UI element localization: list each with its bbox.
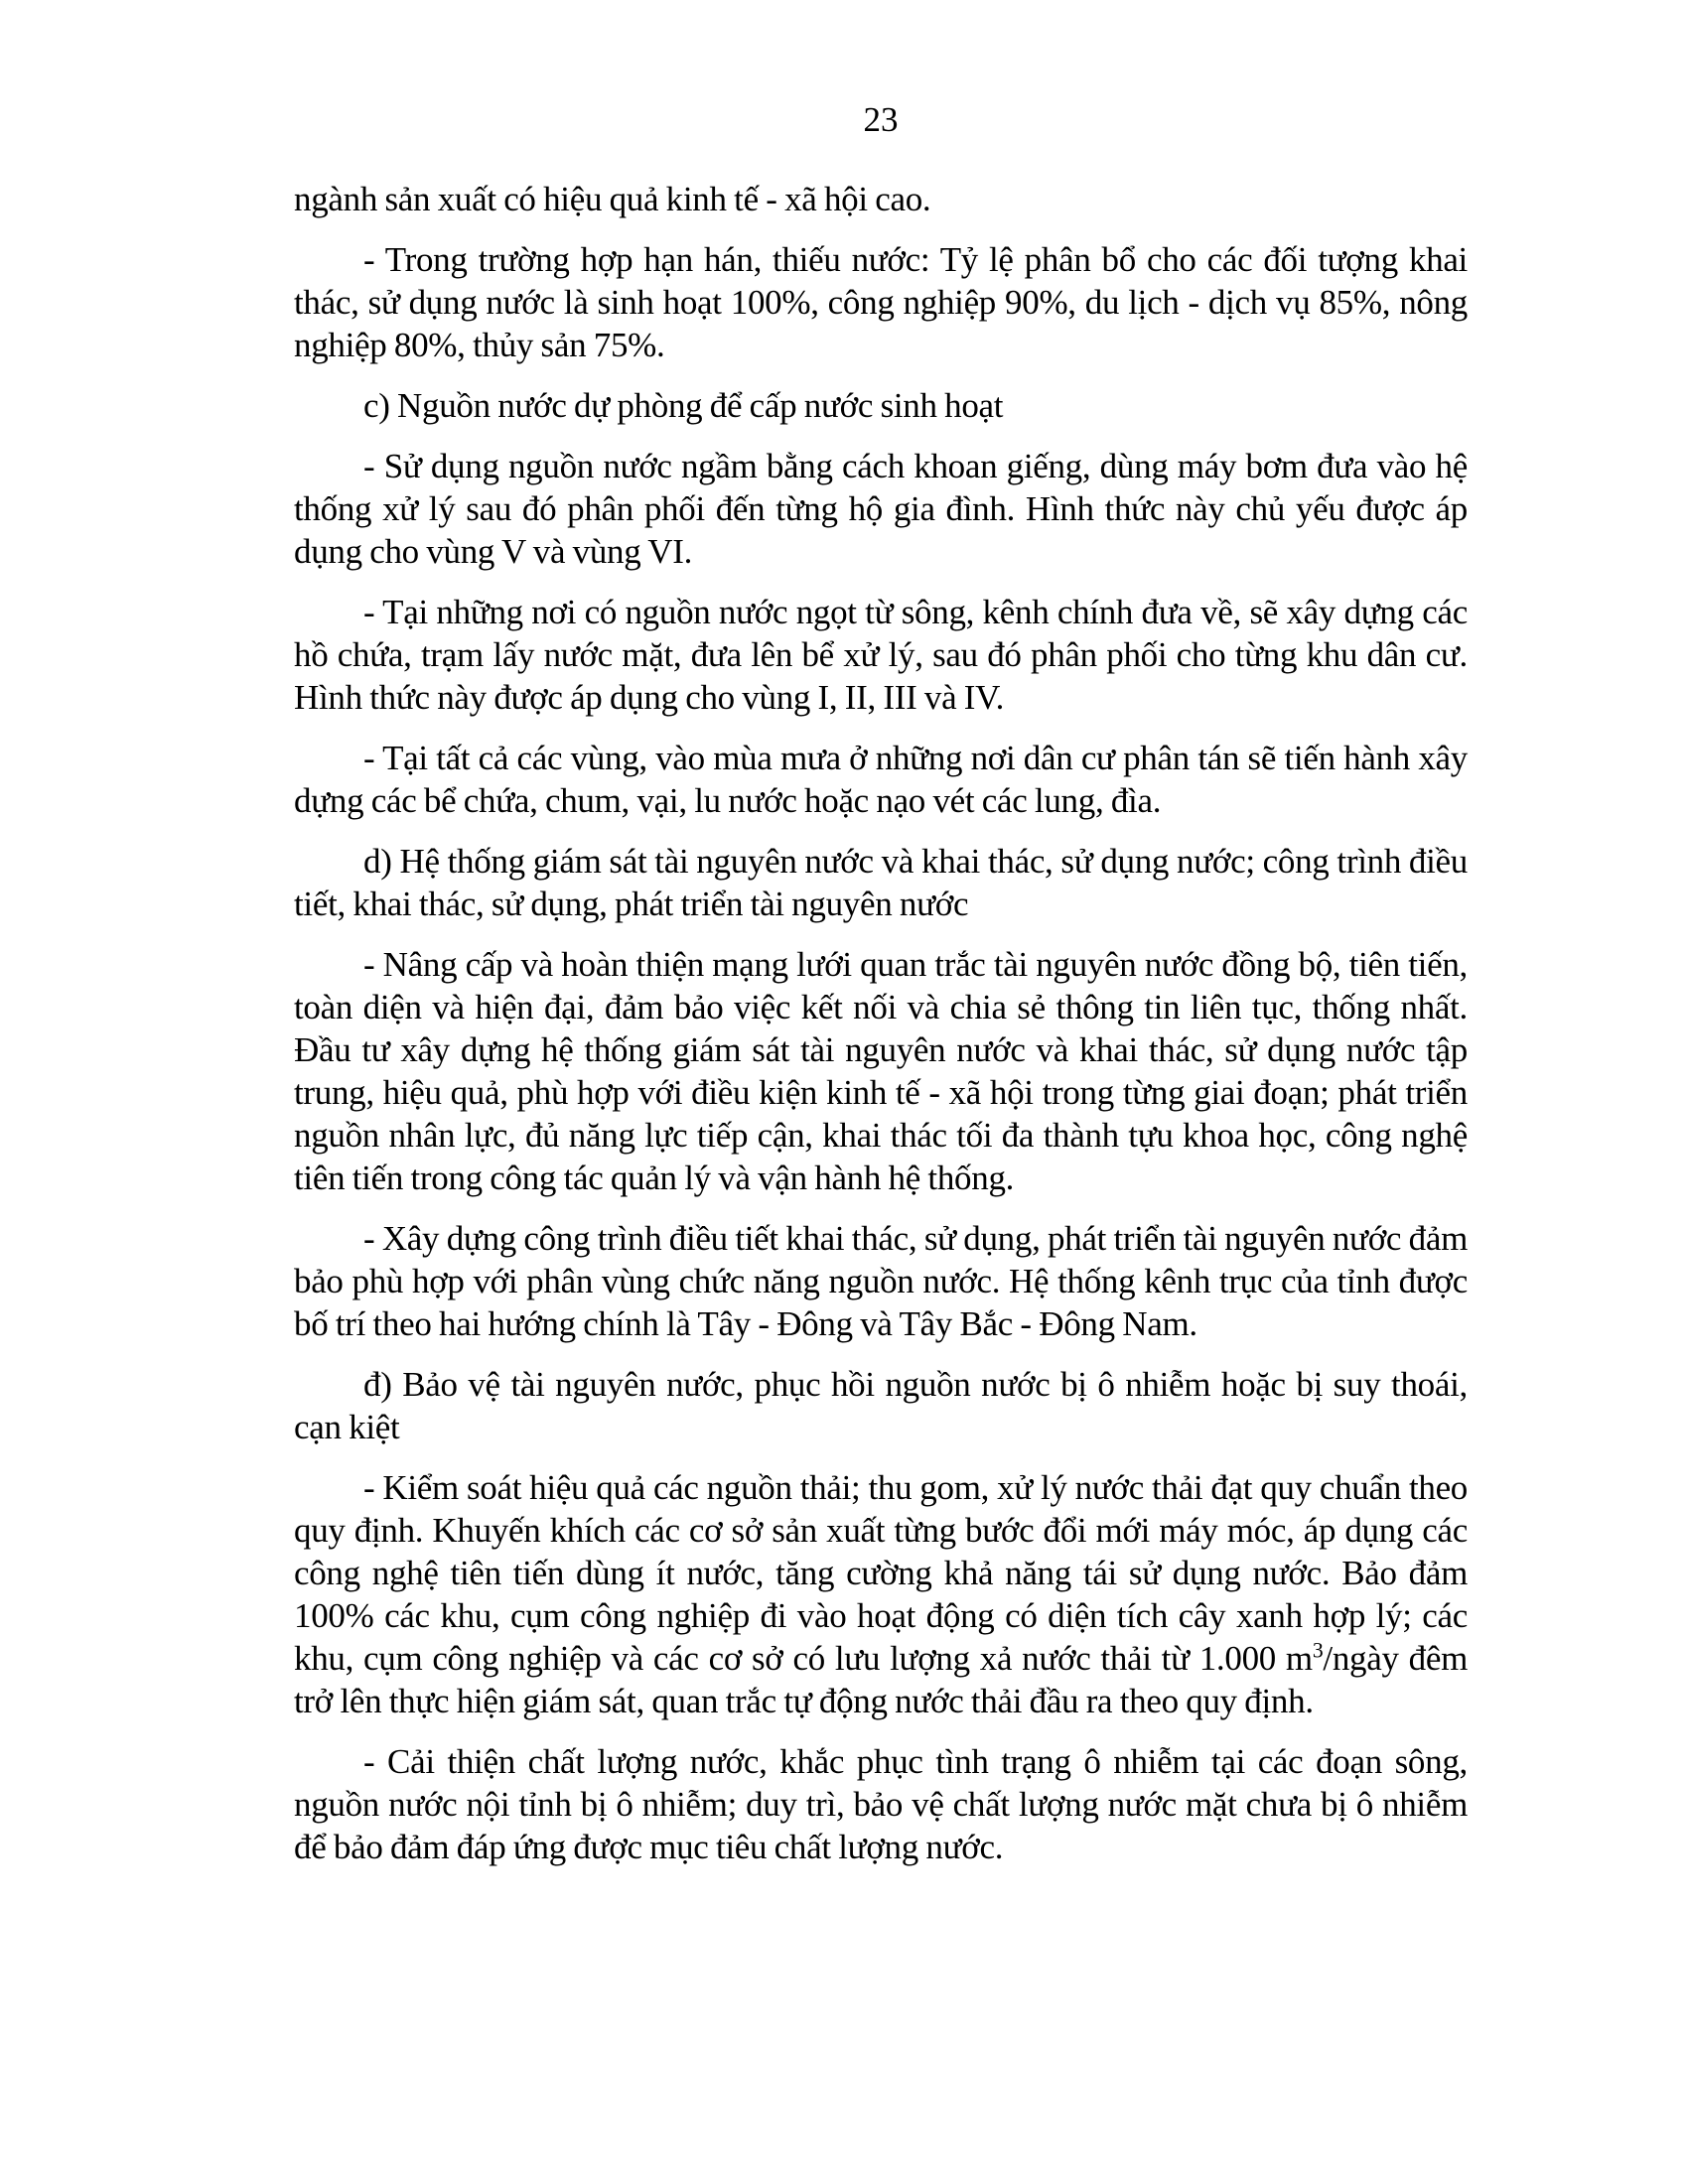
heading-c-backup-water-source: c) Nguồn nước dự phòng để cấp nước sinh hoạt (363, 386, 1004, 425)
paragraph-rainwater-storage: - Tại tất cả các vùng, vào mùa mưa ở những nơi dân cư phân tán sẽ tiến hành xây dựng các bể chứa, chum, vại, lu nước hoặc nạo vét các lung, đìa. (294, 739, 1468, 820)
paragraph-groundwater-wells: - Sử dụng nguồn nước ngầm bằng cách khoan giếng, dùng máy bơm đưa vào hệ thống xử lý sau đó phân phối đến từng hộ gia đình. Hình thức này chủ yếu được áp dụng cho vùng V và vùng VI. (294, 447, 1468, 571)
paragraph-monitoring-network-upgrade: - Nâng cấp và hoàn thiện mạng lưới quan trắc tài nguyên nước đồng bộ, tiên tiến, toàn diện và hiện đại, đảm bảo việc kết nối và chia sẻ thông tin liên tục, thống nhất. Đầu tư xây dựng hệ thống giám sát tài nguyên nước và khai thác, sử dụng nước tập trung, hiệu quả, phù hợp với điều kiện kinh tế - xã hội trong từng giai đoạn; phát triển nguồn nhân lực, đủ năng lực tiếp cận, khai thác tối đa thành tựu khoa học, công nghệ tiên tiến trong công tác quản lý và vận hành hệ thống. (294, 945, 1468, 1197)
paragraph-intro-continuation: ngành sản xuất có hiệu quả kinh tế - xã hội cao. (294, 180, 931, 218)
cubic-meter-superscript: 3 (1312, 1638, 1324, 1663)
paragraph-drought-allocation: - Trong trường hợp hạn hán, thiếu nước: Tỷ lệ phân bổ cho các đối tượng khai thác, sử dụng nước là sinh hoạt 100%, công nghiệp 90%, du lịch - dịch vụ 85%, nông nghiệp 80%, thủy sản 75%. (294, 240, 1468, 364)
heading-d-monitoring-system: d) Hệ thống giám sát tài nguyên nước và khai thác, sử dụng nước; công trình điều tiết, khai thác, sử dụng, phát triển tài nguyên nước (294, 842, 1468, 923)
heading-dd-water-protection: đ) Bảo vệ tài nguyên nước, phục hồi nguồn nước bị ô nhiễm hoặc bị suy thoái, cạn kiệt (294, 1365, 1468, 1446)
paragraph-regulation-works: - Xây dựng công trình điều tiết khai thác, sử dụng, phát triển tài nguyên nước đảm bảo phù hợp với phân vùng chức năng nguồn nước. Hệ thống kênh trục của tỉnh được bố trí theo hai hướng chính là Tây - Đông và Tây Bắc - Đông Nam. (294, 1219, 1468, 1343)
pollution-control-text-after-superscript: /ngày đêm trở lên thực hiện giám sát, quan trắc tự động nước thải đầu ra theo quy định. (294, 1639, 1468, 1720)
pollution-control-text-before-superscript: - Kiểm soát hiệu quả các nguồn thải; thu gom, xử lý nước thải đạt quy chuẩn theo quy định. Khuyến khích các cơ sở sản xuất từng bước đổi mới máy móc, áp dụng các công nghệ tiên tiến dùng ít nước, tăng cường khả năng tái sử dụng nước. Bảo đảm 100% các khu, cụm công nghiệp đi vào hoạt động có diện tích cây xanh hợp lý; các khu, cụm công nghiệp và các cơ sở có lưu lượng xả nước thải từ 1.000 m (294, 1468, 1468, 1678)
paragraph-water-quality-improvement: - Cải thiện chất lượng nước, khắc phục tình trạng ô nhiễm tại các đoạn sông, nguồn nước nội tỉnh bị ô nhiễm; duy trì, bảo vệ chất lượng nước mặt chưa bị ô nhiễm để bảo đảm đáp ứng được mục tiêu chất lượng nước. (294, 1742, 1468, 1866)
page-number: 23 (863, 100, 899, 139)
paragraph-surface-water-reservoirs: - Tại những nơi có nguồn nước ngọt từ sông, kênh chính đưa về, sẽ xây dựng các hồ chứa, trạm lấy nước mặt, đưa lên bể xử lý, sau đó phân phối cho từng khu dân cư. Hình thức này được áp dụng cho vùng I, II, III và IV. (294, 593, 1468, 717)
text-column (294, 0, 1468, 1868)
paragraph-pollution-control (294, 1466, 1468, 1722)
